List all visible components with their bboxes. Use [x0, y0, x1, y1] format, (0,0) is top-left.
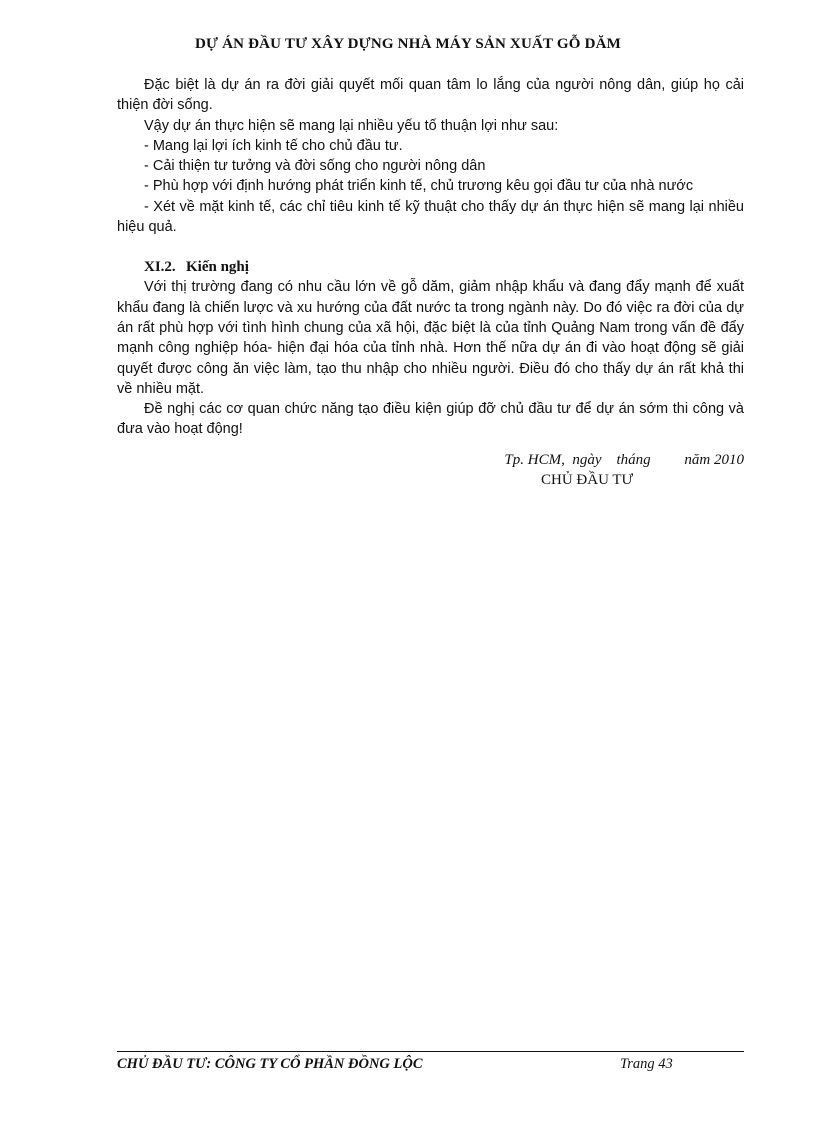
footer-company: CHỦ ĐẦU TƯ: CÔNG TY CỔ PHẦN ĐỒNG LỘC	[117, 1056, 423, 1072]
footer-page-number: Trang 43	[620, 1056, 673, 1072]
benefit-item: - Xét về mặt kinh tế, các chỉ tiêu kinh tế kỹ thuật cho thấy dự án thực hiện sẽ mang lại nhiều hiệu quả.	[117, 198, 744, 236]
intro-paragraph-2: Vậy dự án thực hiện sẽ mang lại nhiều yếu tố thuận lợi như sau:	[144, 117, 559, 134]
section-title: Kiến nghị	[186, 259, 249, 276]
signature-block	[117, 452, 744, 502]
benefit-item: - Mang lại lợi ích kinh tế cho chủ đầu tư.	[144, 137, 403, 154]
benefit-item: - Phù hợp với định hướng phát triển kinh tế, chủ trương kêu gọi đầu tư của nhà nước	[144, 178, 694, 195]
recommendation-paragraph-2: Đề nghị các cơ quan chức năng tạo điều kiện giúp đỡ chủ đầu tư để dự án sớm thi công và đưa vào hoạt động!	[117, 401, 744, 438]
intro-paragraph-1: Đặc biệt là dự án ra đời giải quyết mối quan tâm lo lắng của người nông dân, giúp họ cải thiện đời sống.	[117, 77, 744, 114]
signature-date-line: Tp. HCM, ngày tháng năm 2010	[504, 452, 744, 468]
signature-title: CHỦ ĐẦU TƯ	[541, 472, 634, 488]
footer-divider	[117, 1051, 744, 1052]
section-number: XI.2.	[144, 259, 176, 276]
recommendation-paragraph-1: Với thị trường đang có nhu cầu lớn về gỗ dăm, giảm nhập khẩu và đang đẩy mạnh để xuất khẩu đang là chiến lược và xu hướng của đất nước ta trong ngành này. Do đó việc ra đời của dự án rất phù hợp với tình hình chung của xã hội, đặc biệt là của tỉnh Quảng Nam trong vấn đề đẩy mạnh công nghiệp hóa- hiện đại hóa của tỉnh nhà. Hơn thế nữa dự án đi vào hoạt động sẽ giải quyết được công ăn việc làm, tạo thu nhập cho nhiều người. Điều đó cho thấy dự án rất khả thi về nhiều mặt.	[117, 279, 744, 397]
section-heading	[117, 257, 744, 277]
page-header-title: DỰ ÁN ĐẦU TƯ XÂY DỰNG NHÀ MÁY SẢN XUẤT GỖ DĂM	[194, 36, 622, 52]
benefit-item: - Cải thiện tư tưởng và đời sống cho người nông dân	[144, 158, 486, 175]
document-body	[117, 75, 744, 440]
